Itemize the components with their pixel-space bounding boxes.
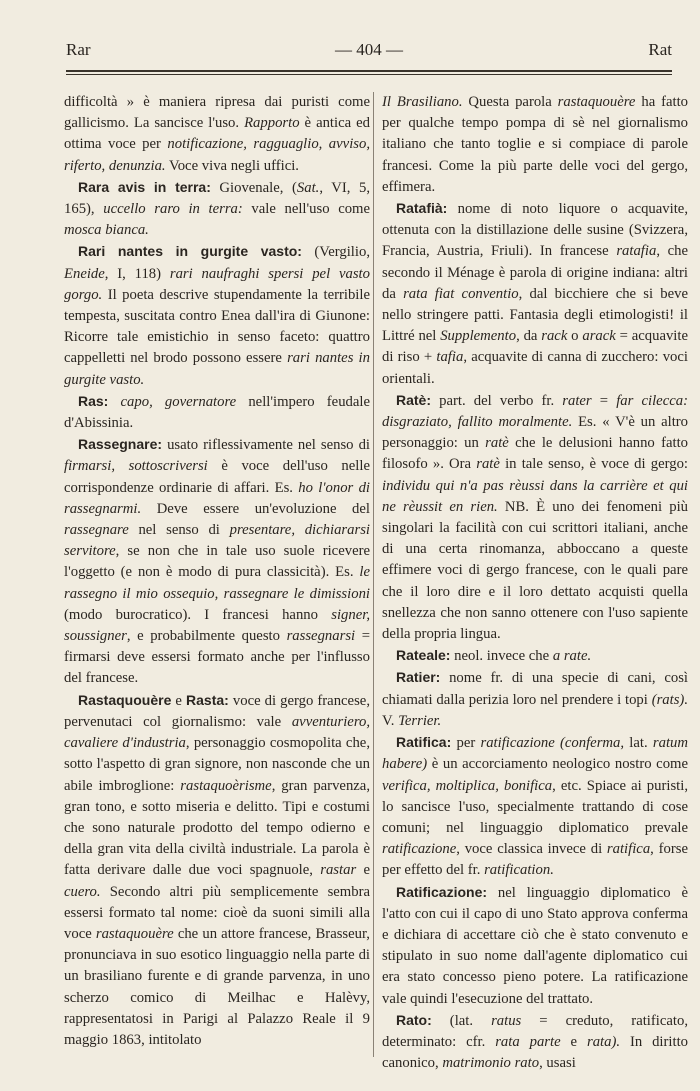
- italic-text: rack: [541, 328, 568, 345]
- entry-text: (Vergilio,: [301, 244, 370, 261]
- entry-text: , personaggio cosmopolita che, sotto l'aspetto di gran signore, non nasconde che un abile imbroglione:: [64, 735, 370, 794]
- entry-text: Secondo altri più semplicemente sembra essersi formato tal nome: cioè da suoni simili alla voce: [64, 883, 370, 942]
- italic-text: individu qui n'a pas rèussi dans la carrière et qui ne rèussit en rien.: [382, 477, 688, 515]
- entry-headword: Ratificazione:: [396, 883, 488, 900]
- entry-headword: Rateale:: [396, 647, 451, 664]
- italic-text: Il Brasiliano.: [382, 94, 463, 110]
- italic-text: tafia: [436, 349, 464, 366]
- entry-text: voce di gergo francese, pervenutaci col giornalismo: vale: [64, 692, 370, 730]
- entry-text: , etc. Spiace ai puristi, lo sancisce l'uso, specialmente trattando di cose comuni; nel linguaggio diplomatico prevale: [382, 777, 688, 836]
- entry-text: in tale senso, è voce di gergo:: [499, 456, 688, 473]
- dictionary-entry: [64, 434, 370, 689]
- dictionary-entry: [382, 645, 688, 667]
- entry-text: , I, 118): [104, 265, 170, 282]
- dictionary-entry: [64, 177, 370, 242]
- entry-text: (modo burocratico). I francesi hanno: [64, 606, 332, 623]
- dictionary-entry: [382, 390, 688, 645]
- italic-text: Supplemento: [440, 328, 517, 345]
- entry-text: Giovenale, (: [210, 179, 297, 196]
- right-column: [382, 92, 688, 1074]
- header-rule: [66, 70, 672, 75]
- italic-text: rater: [562, 392, 592, 409]
- entry-text: lat.: [624, 735, 653, 752]
- entry-text: nel linguaggio diplomatico è l'atto con cui il capo di uno Stato approva conferma e dichiara di accettare ciò che è stato convenuto e stipulato in suo nome dall'agente diplomatico cui era stato concesso pieno potere. La ratificazione vale quindi l'esecuzione del trattato.: [382, 884, 688, 1007]
- italic-text: Eneide: [64, 265, 105, 282]
- dictionary-entry: [382, 667, 688, 732]
- italic-text: rastar: [320, 862, 357, 879]
- entry-text: , usasi: [539, 1055, 576, 1072]
- italic-text: ratè: [476, 456, 500, 473]
- italic-text: rassegnarsi: [286, 628, 356, 645]
- entry-headword: Rato:: [396, 1011, 432, 1028]
- italic-text: rastaquouère: [557, 94, 636, 110]
- italic-text: ratificazione: [382, 841, 457, 858]
- entry-headword: Ratier:: [396, 669, 441, 686]
- entry-text: = acquavite di riso +: [382, 328, 688, 366]
- entry-text: nome fr. di una specie di cani, così chiamati dalla perizia loro nel prendere i topi: [382, 670, 688, 708]
- italic-text: ratum habere): [382, 735, 688, 773]
- italic-text: mosca bianca.: [64, 222, 149, 239]
- entry-headword: Ras:: [78, 392, 109, 409]
- entry-text: nell'impero feudale d'Abissinia.: [64, 393, 370, 432]
- entry-text: neol. invece che: [450, 648, 553, 665]
- entry-text: =: [591, 392, 617, 409]
- entry-text: per: [451, 735, 481, 752]
- entry-text: (lat.: [431, 1012, 492, 1029]
- entry-text: usato riflessivamente nel senso di: [162, 437, 370, 454]
- column-divider: [373, 92, 374, 1057]
- italic-text: ratus: [491, 1012, 522, 1029]
- italic-text: far cilecca: disgraziato, fallito moralmente.: [382, 392, 688, 431]
- entry-text: Voce viva negli uffici.: [165, 157, 299, 174]
- italic-text: signer, soussigner: [64, 606, 370, 645]
- dictionary-entry: [382, 1010, 688, 1075]
- entry-text: , se non che in tale uso suole ricevere l'oggetto (e non è modo di pura classicità). Es.: [64, 543, 370, 581]
- italic-text: ratè: [485, 435, 509, 452]
- italic-text: Terrier.: [398, 712, 442, 729]
- entry-text: , che secondo il Ménage è parola di origine indiana: altri da: [382, 243, 688, 302]
- italic-text: Sat.: [296, 179, 320, 196]
- italic-text: (rats).: [651, 691, 688, 708]
- italic-text: Rapporto: [244, 115, 300, 132]
- italic-text: rari naufraghi spersi pel vasto gorgo.: [64, 265, 370, 303]
- dictionary-entry: [382, 198, 688, 390]
- entry-text: , acquavite di canna di zucchero: voci orientali.: [382, 349, 688, 387]
- entry-text: vale nell'uso come: [242, 201, 370, 218]
- entry-text: , da: [516, 328, 542, 345]
- italic-text: ratifica: [606, 841, 651, 858]
- entry-text: , e probabilmente questo: [126, 628, 287, 645]
- italic-text: rata fiat conventio: [403, 285, 519, 302]
- italic-text: rata parte: [495, 1033, 561, 1050]
- entry-text: , voce classica invece di: [456, 841, 607, 858]
- entry-text: nel senso di: [128, 522, 230, 539]
- entry-text: Es. « V'è un altro personaggio: un: [382, 414, 689, 452]
- dictionary-entry: [64, 92, 370, 177]
- italic-text: ratafia: [616, 243, 657, 260]
- entry-text: In diritto canonico,: [382, 1033, 688, 1072]
- italic-text: rastaquoèrisme: [180, 777, 272, 794]
- italic-text: uccello raro in terra:: [103, 201, 243, 218]
- entry-text: = firmarsi deve essersi formato anche per l'influsso del francese.: [64, 628, 370, 687]
- italic-text: rata).: [586, 1033, 621, 1050]
- entry-headword: Rastaquouère: [78, 691, 172, 708]
- italic-text: ratificazione (conferma,: [480, 735, 625, 752]
- italic-text: ratification.: [484, 862, 554, 879]
- entry-text: è voce dell'uso nelle corrispondenze ordinarie di affari. Es.: [64, 458, 370, 496]
- header-left-guideword: Rar: [66, 40, 91, 59]
- dictionary-entry: [64, 391, 370, 434]
- entry-text: difficoltà » è maniera ripresa dai puristi come gallicismo. La sancisce l'uso.: [64, 94, 370, 132]
- italic-text: arack: [582, 328, 616, 345]
- italic-text: rastaquouère: [95, 925, 174, 942]
- entry-text: Il poeta descrive stupendamente la terribile tempesta, suscitata contro Enea dall'ira di Giunone: Ricorre tale emistichio in senso faceto: quattro cappelletti nel brodo possono essere: [64, 286, 370, 367]
- entry-text: ha fatto per qualche tempo pompa di sè nel giornalismo italiano che tanto toglie e si compiace di parole francesi. Come la più parte delle voci del gergo, effimera.: [382, 94, 689, 195]
- entry-text: che le delusioni hanno fatto filosofo ». Ora: [382, 435, 688, 473]
- italic-text: notificazione, ragguaglio, avviso, riferto, denunzia.: [64, 136, 370, 174]
- left-column: [64, 92, 370, 1051]
- italic-text: capo, governatore: [120, 393, 237, 410]
- entry-text: che un attore francese, Brasseur, pronunciava in suo esotico linguaggio nella parte di un brasiliano furente e di grande parvenza, in uno scherzo comico di Meilhac e Halèvy, rappresentatosi in Parigi al Palazzo Reale il 9 maggio 1863, intitolato: [64, 925, 370, 1048]
- entry-headword: Rasta:: [186, 691, 229, 708]
- entry-text: NB. È uno dei fenomeni più singolari la facilità con cui scrittori italiani, anche di una certa rinomanza, abboccano a queste effimere voci di gergo francese, con le quali pare che il loro dire e il loro dettato acquisti quella snellezza che non sanno ottenere con l'uso sapiente della propria lingua.: [382, 498, 688, 643]
- italic-text: rassegnare: [64, 522, 129, 539]
- dictionary-entry: [64, 690, 370, 1051]
- entry-text: , gran parvenza, gran tono, e sotto miseria e delitto. Tipi e costumi che sono naturale prodotto del tempo odierno e della gran vita della civiltà industriale. La parola è fatta derivare dalle due voci spagnuole,: [64, 777, 370, 879]
- entry-text: e: [356, 862, 370, 879]
- entry-text: e: [171, 692, 187, 709]
- page-number: — 404 —: [335, 40, 403, 59]
- dictionary-entry: [382, 92, 688, 198]
- entry-text: part. del verbo fr.: [431, 392, 563, 409]
- entry-text: Questa parola: [462, 94, 558, 110]
- entry-text: V.: [382, 712, 399, 729]
- dictionary-entry: [382, 732, 688, 881]
- italic-text: presentare, dichiararsi servitore: [64, 522, 370, 560]
- dictionary-entry: [382, 882, 688, 1010]
- entry-headword: Ratè:: [396, 391, 432, 408]
- entry-headword: Ratifica:: [396, 734, 452, 751]
- italic-text: firmarsi, sottoscriversi: [64, 458, 208, 475]
- entry-text: = creduto, ratificato, determinato: cfr.: [382, 1012, 688, 1050]
- italic-text: le rassegno il mio ossequio, rassegnare le dimissioni: [64, 564, 370, 602]
- entry-text: [108, 394, 120, 410]
- italic-text: a rate.: [552, 648, 592, 665]
- entry-text: Deve essere un'evoluzione del: [141, 500, 370, 517]
- italic-text: verifica, moltiplica, bonifica: [382, 777, 553, 794]
- entry-text: o: [567, 328, 583, 345]
- italic-text: avventuriero, cavaliere d'industria: [64, 713, 370, 752]
- italic-text: ho l'onor di rassegnarmi.: [64, 479, 370, 517]
- entry-text: , dal bicchiere che si beve nello stringere patti. Fantasia degli etimologisti! il Littré nel: [382, 285, 688, 345]
- entry-text: è antica ed ottima voce per: [64, 115, 370, 153]
- entry-text: , VI, 5, 165),: [64, 179, 370, 218]
- italic-text: cuero.: [64, 883, 101, 900]
- running-header: [66, 40, 672, 64]
- italic-text: matrimonio rato: [442, 1055, 540, 1072]
- dictionary-entry: [64, 241, 370, 390]
- entry-headword: Ratafià:: [396, 200, 448, 217]
- entry-headword: Rari nantes in gurgite vasto:: [78, 243, 302, 260]
- entry-text: nome di noto liquore o acquavite, ottenuta con la distillazione delle susine (Svizzera, Francia, Austria, Friuli). In francese: [382, 201, 688, 260]
- entry-text: , forse per effetto del fr.: [382, 841, 688, 879]
- entry-headword: Rassegnare:: [78, 436, 163, 453]
- entry-headword: Rara avis in terra:: [78, 178, 211, 195]
- entry-text: è un accorciamento neologico nostro come: [427, 756, 688, 773]
- entry-text: e: [560, 1033, 587, 1050]
- italic-text: rari nantes in gurgite vasto.: [64, 350, 370, 388]
- header-right-guideword: Rat: [648, 40, 672, 59]
